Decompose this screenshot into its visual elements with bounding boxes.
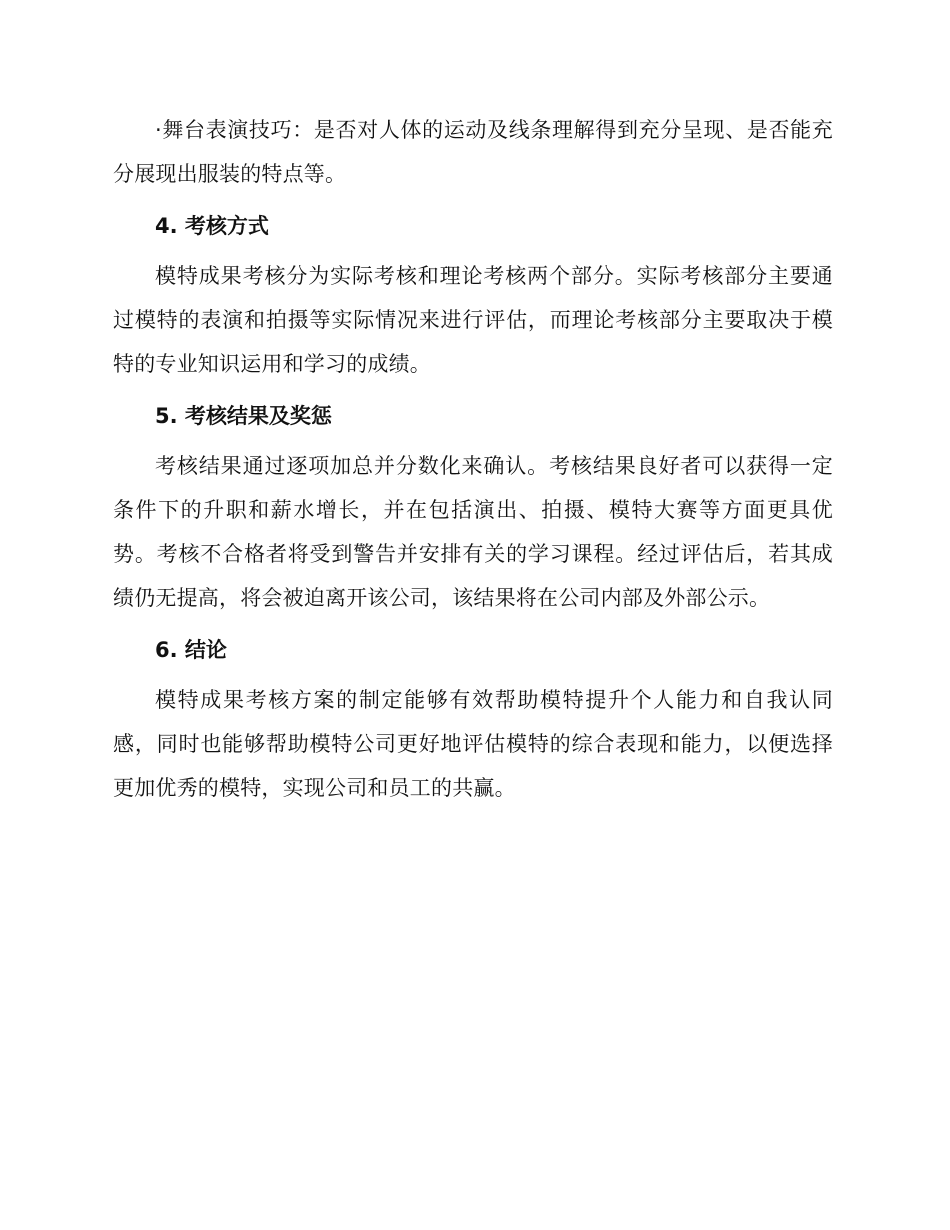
document-content	[113, 108, 833, 810]
section-paragraph-conclusion: 模特成果考核方案的制定能够有效帮助模特提升个人能力和自我认同感，同时也能够帮助模特公司更好地评估模特的综合表现和能力，以便选择更加优秀的模特，实现公司和员工的共赢。	[113, 688, 833, 800]
section-heading-conclusion: 6. 结论	[155, 638, 227, 662]
section-paragraph-assessment-method: 模特成果考核分为实际考核和理论考核两个部分。实际考核部分主要通过模特的表演和拍摄等实际情况来进行评估，而理论考核部分主要取决于模特的专业知识运用和学习的成绩。	[113, 264, 833, 376]
section-heading-results-rewards: 5. 考核结果及奖惩	[155, 404, 332, 428]
section-heading-assessment-method: 4. 考核方式	[155, 214, 269, 238]
bullet-stage-skills: ·舞台表演技巧：是否对人体的运动及线条理解得到充分呈现、是否能充分展现出服装的特点等。	[113, 118, 833, 186]
section-paragraph-results-rewards: 考核结果通过逐项加总并分数化来确认。考核结果良好者可以获得一定条件下的升职和薪水增长，并在包括演出、拍摄、模特大赛等方面更具优势。考核不合格者将受到警告并安排有关的学习课程。经过评估后，若其成绩仍无提高，将会被迫离开该公司，该结果将在公司内部及外部公示。	[113, 454, 833, 610]
